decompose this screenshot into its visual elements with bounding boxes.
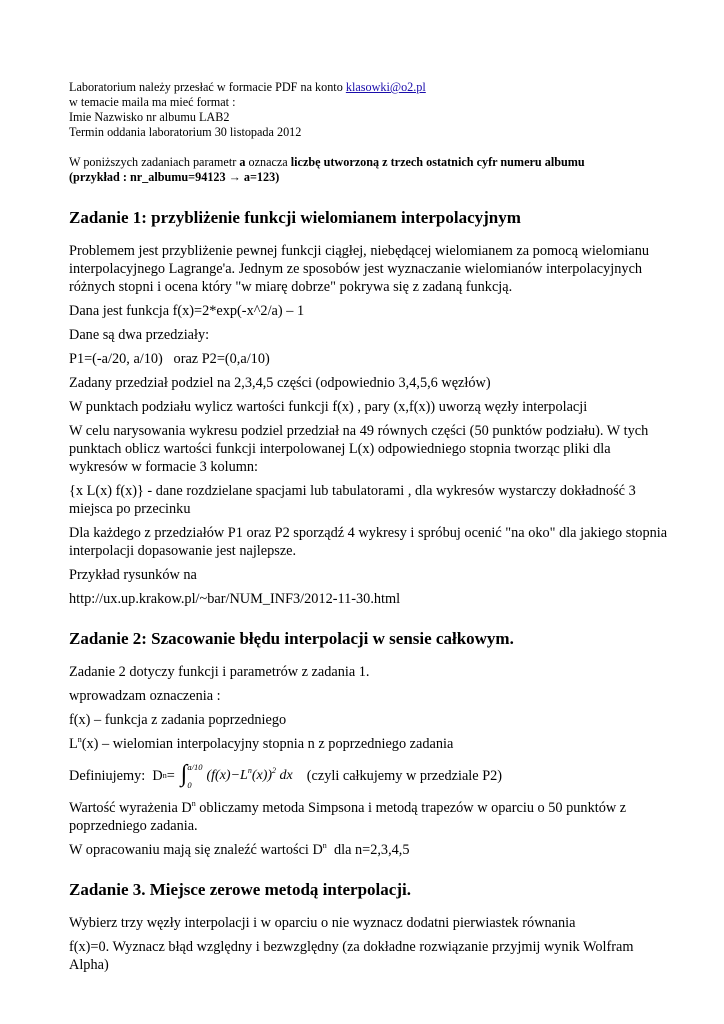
parameter-note: W poniższych zadaniach parametr a oznacza liczbę utworzoną z trzech ostatnich cyfr numeru albumu <box>69 155 585 169</box>
task1-heading: Zadanie 1: przybliżenie funkcji wielomianem interpolacyjnym <box>69 208 521 227</box>
task1-nodes: W punktach podziału wylicz wartości funkcji f(x) , pary (x,f(x)) uworzą węzły interpolacji <box>69 399 588 415</box>
deadline-line: Termin oddania laboratorium 30 listopada 2012 <box>69 125 302 139</box>
task1-example-url: http://ux.up.krakow.pl/~bar/NUM_INF3/2012-11-30.html <box>69 591 401 607</box>
task1-plot-points: W celu narysowania wykresu podziel przedział na 49 równych części (50 punktów podziału). W tych punktach oblicz wartości funkcji interpolowanej L(x) odpowiedniego stopnia tworząc pliki dla wykresów w formacie 3 kolumn: <box>69 423 649 475</box>
task1-intro: Problemem jest przybliżenie pewnej funkcji ciągłej, niebędącej wielomianem za pomocą wielomianu interpolacyjnego Lagrange'a. Jednym ze sposobów jest wyznaczanie wielomianów interpolacyjnych różnych stopni i ocena który "w miarę dobrze" pokrywa się z zadaną funkcją. <box>69 243 650 295</box>
task1-partition: Zadany przedział podziel na 2,3,4,5 części (odpowiednio 3,4,5,6 węzłów) <box>69 375 491 391</box>
subject-format-example: Imie Nazwisko nr albumu LAB2 <box>69 110 230 124</box>
task2-f-definition: f(x) – funkcja z zadania poprzedniego <box>69 712 287 728</box>
submission-text: Laboratorium należy przesłać w formacie PDF na konto <box>69 80 346 94</box>
email-link[interactable]: klasowki@o2.pl <box>345 80 426 94</box>
task3-error: f(x)=0. Wyznacz błąd względny i bezwzględny (za dokładne rozwiązanie przyjmij wynik Wolfram Alpha) <box>69 939 634 973</box>
integral-upper-limit: a/10 <box>187 762 203 772</box>
integrand: $(f(x)-L^n(x))^2$ dx <box>206 766 293 783</box>
task3-heading: Zadanie 3. Miejsce zerowe metodą interpolacji. <box>69 880 411 899</box>
task1-function: Dana jest funkcja f(x)=2*exp(-x^2/a) – 1 <box>69 303 305 319</box>
task2-heading: Zadanie 2: Szacowanie błędu interpolacji w sensie całkowym. <box>69 629 514 648</box>
parameter-example: (przykład : nr_albumu=94123 → a=123) <box>69 170 280 184</box>
integral-formula <box>181 762 293 790</box>
task2-L-definition: $L^n(x)$ – wielomian interpolacyjny stopnia n z poprzedniego zadania <box>69 735 454 752</box>
subject-format-line: w temacie maila ma mieć format : <box>69 95 236 109</box>
task1-intervals-label: Dane są dwa przedziały: <box>69 327 210 343</box>
task1-example-label: Przykład rysunków na <box>69 567 197 583</box>
task2-D-definition: Definiujemy: D n = ∫ a/10 0 $(f(x)-L^n(x))^2$ dx (czyli całkujemy w przedziale P2) <box>69 760 503 790</box>
task2-report: W opracowaniu mają się znaleźć wartości $D^n$ dla n=2,3,4,5 <box>69 841 410 858</box>
task3-description: Wybierz trzy węzły interpolacji i w oparciu o nie wyznacz dodatni pierwiastek równania <box>69 915 576 931</box>
task2-intro: Zadanie 2 dotyczy funkcji i parametrów z zadania 1. <box>69 664 370 680</box>
task1-intervals: P1=(-a/20, a/10) oraz P2=(0,a/10) <box>69 351 270 367</box>
integral-lower-limit: 0 <box>187 780 192 790</box>
task2-notation-label: wprowadzam oznaczenia : <box>69 688 221 704</box>
task1-plots: Dla każdego z przedziałów P1 oraz P2 sporządź 4 wykresy i spróbuj ocenić "na oko" dla jakiego stopnia interpolacji dopasowanie jest najlepsze. <box>69 525 668 559</box>
integral-sign-icon: ∫ <box>180 760 188 787</box>
submission-info-line <box>69 80 669 95</box>
task1-file-format: {x L(x) f(x)} - dane rozdzielane spacjami lub tabulatorami , dla wykresów wystarczy dokładność 3 miejsca po przecinku <box>69 483 636 517</box>
integral-note: (czyli całkujemy w przedziale P2) <box>306 767 503 784</box>
document-page <box>69 80 669 980</box>
task2-method: Wartość wyrażenia $D^n$ obliczamy metoda Simpsona i metodą trapezów w oparciu o 50 punktów z poprzedniego zadania. <box>69 799 627 834</box>
